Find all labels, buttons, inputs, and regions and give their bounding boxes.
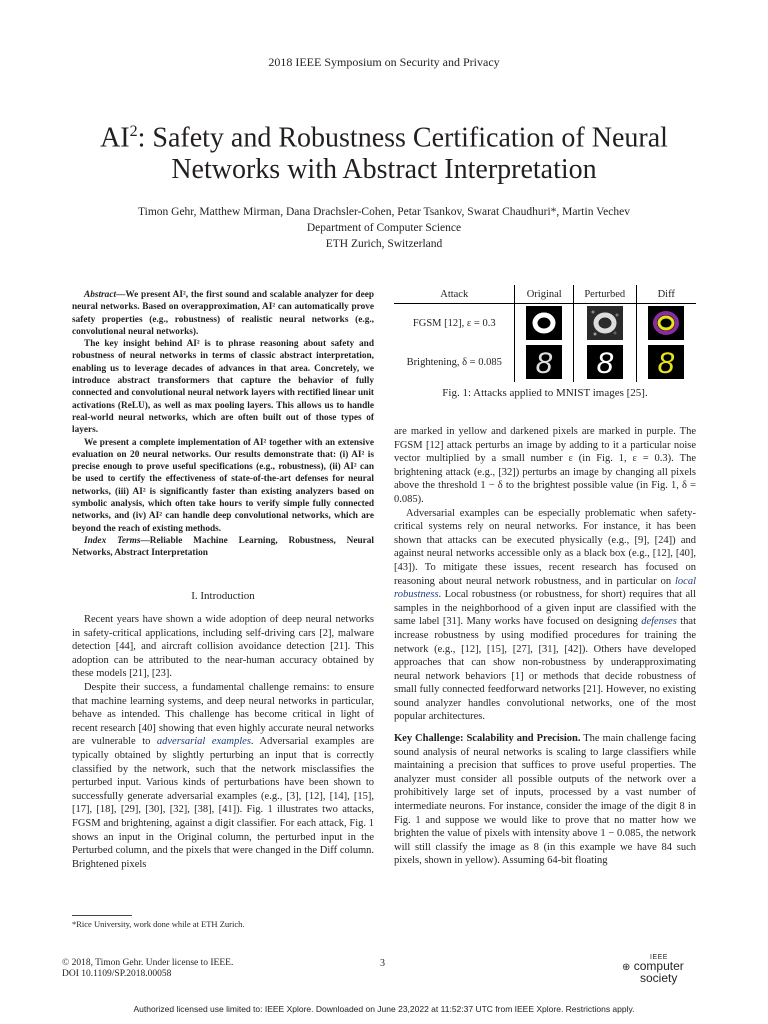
col-diff: Diff xyxy=(636,285,696,304)
abstract-p1: —We present AI², the first sound and scalable analyzer for deep neural networks. Based on overapproximation, AI² can automatically prove safety properties (e.g., robustness) of realistic neural networks (e.g., convolutional neural networks). xyxy=(72,290,374,337)
abstract-p2: The key insight behind AI² is to phrase reasoning about safety and robustness of neural networks in terms of classic abstract interpretation, enabling us to leverage decades of advances in that area. Concretely, we introduce abstract transformers that capture the behavior of fully connected and convolutional neural network layers with rectified linear unit activations (ReLU), as well as max pooling layers. This allows us to handle real-world neural networks, which are often built out of those types of layers. xyxy=(72,339,374,436)
author-list: Timon Gehr, Matthew Mirman, Dana Drachsler-Cohen, Petar Tsankov, Swarat Chaudhuri*, Martin Vechev xyxy=(138,206,630,218)
footnote: *Rice University, work done while at ETH Zurich. xyxy=(72,919,245,929)
institution: ETH Zurich, Switzerland xyxy=(325,238,443,250)
brightening-original-image xyxy=(515,342,574,382)
title-rest: : Safety and Robustness Certification of Neural xyxy=(137,122,668,154)
key-challenge-text: The main challenge facing sound analysis of neural networks is scaling to large classifiers while maintaining a precision that suffices to prove useful properties. The analyzer must consider all possible outputs of the network over a prohibitively large set of inputs, processed by a vast number of intermediate neurons. For instance, consider the image of the digit 8 in Fig. 1 and suppose we would like to prove that no matter how we brighten the value of pixels with intensity above 1 − 0.085, the network will still classify the image as 8 (in this example we have 84 such pixels, shown in yellow). Assuming 64-bit floating xyxy=(394,733,696,867)
key-challenge-paragraph xyxy=(394,732,696,868)
brightening-perturbed-image xyxy=(573,342,636,382)
fgsm-diff-image xyxy=(636,304,696,343)
intro-p2b: . Adversarial examples are typically obtained by slightly perturbing an input that is correctly classified by the network, such that the network misclassifies the perturbed input. Various kinds of perturbations have been shown to successfully generate adversarial examples (e.g., [3], [12], [14], [15], [17], [18], [29], [30], [32], [38], [41]). Fig. 1 illustrates two attacks, FGSM and brightening, against a digit classifier. For each attack, Fig. 1 shows an input in the Original column, the perturbed input in the Perturbed column, and the pixels that were changed in the Diff column. Brightened pixels xyxy=(72,736,374,870)
fgsm-original-image xyxy=(515,304,574,343)
author-block xyxy=(0,204,768,252)
title-ai: AI xyxy=(100,122,130,154)
intro-p2a: Despite their success, a fundamental challenge remains: to ensure that machine learning systems, and deep neural networks in particular, behave as intended. This challenge has become critical in light of recent research [40] showing that even highly accurate neural networks are vulnerable to xyxy=(72,681,374,748)
local-robustness-term: local robustness xyxy=(394,575,696,601)
defenses-term: defenses xyxy=(641,616,677,628)
copyright: © 2018, Timon Gehr. Under license to IEEE. xyxy=(62,958,234,968)
ieee-computer-society-logo xyxy=(622,954,702,984)
key-challenge-label: Key Challenge: Scalability and Precision. xyxy=(394,733,581,745)
figure-1 xyxy=(394,285,696,382)
right-p2 xyxy=(394,507,696,725)
logo-computer-text: computer xyxy=(633,959,684,973)
title-line2: Networks with Abstract Interpretation xyxy=(171,154,597,186)
intro-p1: Recent years have shown a wide adoption of deep neural networks in safety-critical applications, including self-driving cars [2], malware detection [44], and aircraft collision avoidance detection [21]. This adoption can be attributed to the near-human accuracy obtained by these models [21], [23]. xyxy=(72,614,374,680)
row-fgsm-label: FGSM [12], ε = 0.3 xyxy=(412,317,496,329)
logo-ieee: IEEE xyxy=(650,954,668,961)
authorized-use-notice: Authorized licensed use limited to: IEEE Xplore. Downloaded on June 23,2022 at 11:52:37 UTC from IEEE Xplore. Restrictions apply. xyxy=(133,1004,635,1014)
digit-8-diff: 8 xyxy=(657,347,675,379)
row-brightening-label: Brightening, δ = 0.085 xyxy=(406,356,502,368)
figure-1-caption: Fig. 1: Attacks applied to MNIST images [25]. xyxy=(442,387,648,399)
right-p1: are marked in yellow and darkened pixels are marked in purple. The FGSM [12] attack perturbs an image by adding to it a particular noise vector multiplied by a small number ε (in Fig. 1, ε = 0.3). The brightening attack (e.g., [32]) perturbs an image by changing all pixels above the threshold 1 − δ to the brightest possible value (in Fig. 1, δ = 0.085). xyxy=(394,426,696,505)
fgsm-perturbed-image xyxy=(573,304,636,343)
conference-header: 2018 IEEE Symposium on Security and Privacy xyxy=(268,55,500,69)
digit-8-perturbed: 8 xyxy=(596,347,614,379)
right-p2b: . Local robustness (or robustness, for short) requires that all samples in the neighborhood of a given input are classified with the same label [31]. Many works have focused on designing xyxy=(394,589,696,628)
index-terms-label: Index Terms xyxy=(84,535,141,546)
col-attack: Attack xyxy=(394,285,515,304)
right-p2a: Adversarial examples can be especially problematic when safety-critical systems rely on neural networks. For instance, it has been shown that attacks can be executed physically (e.g., [9], [24]) and against neural networks accessible only as a black box (e.g., [12], [40], [43]). To mitigate these issues, recent research has focused on reasoning about neural network robustness, and in particular on xyxy=(394,507,696,587)
abstract-p3: We present a complete implementation of AI² together with an extensive evaluation on 20 neural networks. Our results demonstrate that: (i) AI² is precise enough to prove useful specifications (e.g., robustness), (ii) AI² can be used to certify the effectiveness of state-of-the-art defenses for neural networks, (iii) AI² is significantly faster than existing analyzers based on symbolic analysis, which often take hours to verify simple fully connected networks, and (iv) AI² can handle deep convolutional networks, which are beyond the reach of existing methods. xyxy=(72,437,374,534)
department: Department of Computer Science xyxy=(306,222,462,234)
col-perturbed: Perturbed xyxy=(573,285,636,304)
title-sup: 2 xyxy=(129,123,138,140)
footnote-divider xyxy=(72,915,132,916)
logo-society: society xyxy=(640,971,678,985)
logo-computer: ⊕ computer xyxy=(622,959,684,973)
abstract xyxy=(72,289,374,560)
page-number: 3 xyxy=(380,958,385,969)
digit-8-original: 8 xyxy=(535,347,553,379)
section-heading: I. Introduction xyxy=(191,590,255,602)
intro-p2 xyxy=(72,681,374,871)
right-p2c: that increase robustness by using modified procedures for training the network (e.g., [12], [15], [27], [31], [42]). Others have developed approaches that can show non-robustness by underapproximating neural network behaviors [1] or methods that decide robustness of small fully connected feedforward networks [21]. However, no existing sound analyzer handles convolutional networks, one of the most popular architectures. xyxy=(394,616,696,723)
intro-body xyxy=(72,613,374,871)
right-column-body xyxy=(394,425,696,868)
paper-title xyxy=(60,116,708,186)
footer-left xyxy=(62,958,233,980)
index-terms: —Reliable Machine Learning, Robustness, Neural Networks, Abstract Interpretation xyxy=(72,535,374,559)
col-original: Original xyxy=(515,285,574,304)
adversarial-examples-term: adversarial examples xyxy=(156,736,251,748)
brightening-diff-image xyxy=(636,342,696,382)
abstract-label: Abstract xyxy=(84,290,117,300)
figure-1-table xyxy=(394,285,696,382)
doi: DOI 10.1109/SP.2018.00058 xyxy=(62,969,172,979)
